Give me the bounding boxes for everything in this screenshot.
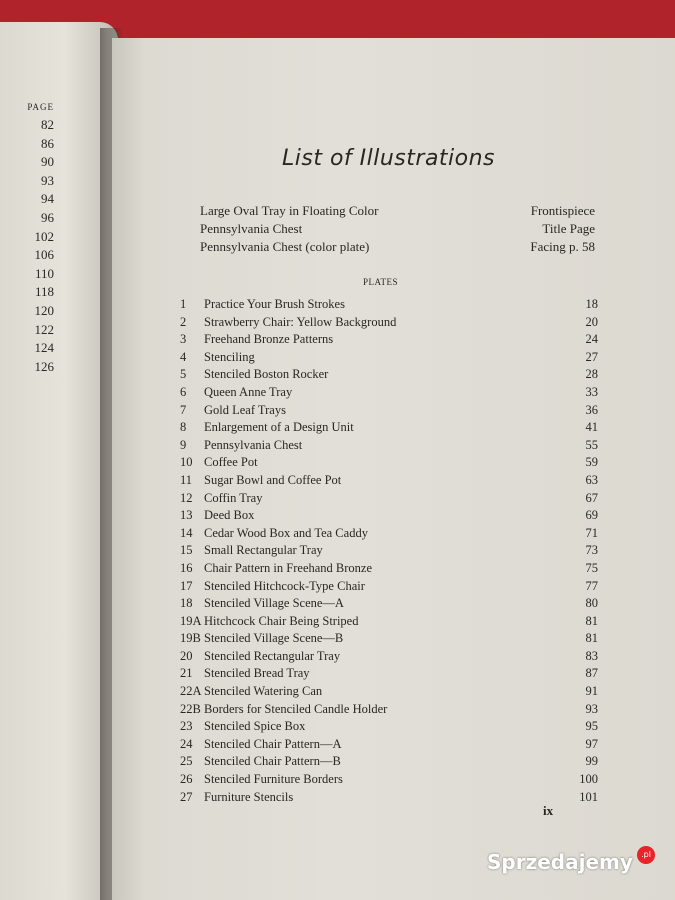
plate-row bbox=[180, 736, 598, 754]
plate-page: 100 bbox=[579, 772, 598, 787]
plate-number: 4 bbox=[180, 349, 187, 364]
plate-row bbox=[180, 683, 598, 701]
plate-page: 24 bbox=[585, 332, 598, 347]
plate-number: 11 bbox=[180, 472, 193, 487]
plate-page: 87 bbox=[585, 666, 598, 681]
plate-page: 99 bbox=[585, 754, 598, 769]
plate-number: 12 bbox=[180, 490, 193, 505]
page-title: List of Illustrations bbox=[282, 146, 496, 171]
frontmatter-page: Facing p. 58 bbox=[530, 239, 595, 254]
page-number: 94 bbox=[41, 191, 54, 207]
plate-page: 28 bbox=[585, 367, 598, 382]
plate-page: 81 bbox=[585, 613, 598, 628]
frontmatter-list bbox=[200, 202, 595, 256]
plate-number: 5 bbox=[180, 367, 187, 382]
plate-title: Borders for Stenciled Candle Holder bbox=[204, 701, 388, 716]
plate-page: 83 bbox=[585, 648, 598, 663]
plate-title: Stenciled Bread Tray bbox=[204, 666, 310, 681]
plate-title: Stenciled Chair Pattern—B bbox=[204, 754, 341, 769]
plate-number: 23 bbox=[180, 719, 193, 734]
page-number: 93 bbox=[41, 172, 54, 188]
frontmatter-page: Title Page bbox=[542, 221, 595, 236]
plate-row bbox=[180, 472, 598, 490]
frontmatter-title: Large Oval Tray in Floating Color bbox=[200, 203, 379, 218]
plate-page: 20 bbox=[585, 314, 598, 329]
plate-title: Freehand Bronze Patterns bbox=[204, 332, 334, 347]
plate-row bbox=[180, 384, 598, 402]
plate-number: 25 bbox=[180, 754, 193, 769]
plate-page: 67 bbox=[585, 490, 598, 505]
plate-number: 19B bbox=[180, 631, 201, 646]
plate-row bbox=[180, 296, 598, 314]
frontmatter-title: Pennsylvania Chest (color plate) bbox=[200, 239, 370, 254]
roman-page-number: ix bbox=[543, 803, 554, 818]
plate-row bbox=[180, 578, 598, 596]
plate-row bbox=[180, 560, 598, 578]
page-number: 120 bbox=[34, 302, 54, 318]
page-number-column bbox=[8, 102, 54, 376]
plate-page: 63 bbox=[585, 472, 598, 487]
plate-row bbox=[180, 437, 598, 455]
plate-page: 36 bbox=[585, 402, 598, 417]
plate-number: 10 bbox=[180, 455, 193, 470]
plate-row bbox=[180, 630, 598, 648]
plate-number: 17 bbox=[180, 578, 193, 593]
plate-number: 15 bbox=[180, 543, 193, 558]
plate-number: 9 bbox=[180, 437, 187, 452]
page-number: 90 bbox=[41, 154, 54, 170]
plates-heading: PLATES bbox=[363, 277, 399, 287]
page-number: 86 bbox=[41, 135, 54, 151]
plate-row bbox=[180, 718, 598, 736]
plate-page: 73 bbox=[585, 543, 598, 558]
plate-page: 41 bbox=[585, 420, 598, 435]
plate-title: Sugar Bowl and Coffee Pot bbox=[204, 472, 342, 487]
plate-row bbox=[180, 314, 598, 332]
plate-title: Deed Box bbox=[204, 508, 255, 523]
plate-row bbox=[180, 665, 598, 683]
plate-page: 18 bbox=[585, 297, 598, 311]
plate-page: 81 bbox=[585, 631, 598, 646]
plate-row bbox=[180, 542, 598, 560]
plate-title: Stenciled Rectangular Tray bbox=[204, 648, 341, 663]
plate-page: 91 bbox=[585, 684, 598, 699]
plate-title: Small Rectangular Tray bbox=[204, 543, 323, 558]
page-number: 122 bbox=[34, 321, 54, 337]
plate-number: 7 bbox=[180, 402, 187, 417]
page-number: 126 bbox=[34, 358, 54, 374]
plate-title: Hitchcock Chair Being Striped bbox=[204, 613, 359, 628]
plate-page: 55 bbox=[585, 437, 598, 452]
plate-title: Coffin Tray bbox=[204, 490, 263, 505]
plate-row bbox=[180, 331, 598, 349]
plate-row bbox=[180, 490, 598, 508]
plate-title: Stenciling bbox=[204, 349, 255, 364]
plate-row bbox=[180, 595, 598, 613]
plate-number: 26 bbox=[180, 772, 193, 787]
plate-title: Cedar Wood Box and Tea Caddy bbox=[204, 525, 368, 540]
plate-page: 77 bbox=[585, 578, 598, 593]
frontmatter-row bbox=[200, 238, 595, 256]
plate-title: Chair Pattern in Freehand Bronze bbox=[204, 560, 373, 575]
plate-row bbox=[180, 349, 598, 367]
page-number: 110 bbox=[34, 265, 54, 281]
plate-row bbox=[180, 454, 598, 472]
plate-title: Strawberry Chair: Yellow Background bbox=[204, 314, 397, 329]
plate-title: Stenciled Boston Rocker bbox=[204, 367, 329, 382]
plate-title: Enlargement of a Design Unit bbox=[204, 420, 354, 435]
plate-number: 16 bbox=[180, 560, 193, 575]
frontmatter-title: Pennsylvania Chest bbox=[200, 221, 303, 236]
frontmatter-row bbox=[200, 202, 595, 220]
plate-row bbox=[180, 771, 598, 789]
plate-number: 14 bbox=[180, 525, 193, 540]
plate-title: Stenciled Chair Pattern—A bbox=[204, 736, 342, 751]
plate-number: 22B bbox=[180, 701, 201, 716]
plate-number: 1 bbox=[180, 297, 187, 311]
plate-row bbox=[180, 648, 598, 666]
plate-row bbox=[180, 789, 598, 807]
plates-list bbox=[180, 296, 598, 806]
plate-page: 80 bbox=[585, 596, 598, 611]
plate-page: 93 bbox=[585, 701, 598, 716]
plate-number: 24 bbox=[180, 736, 193, 751]
plate-row bbox=[180, 613, 598, 631]
plate-page: 71 bbox=[585, 525, 598, 540]
plate-title: Practice Your Brush Strokes bbox=[204, 297, 345, 311]
plate-title: Coffee Pot bbox=[204, 455, 258, 470]
page-column-header: PAGE bbox=[27, 102, 54, 112]
plate-number: 19A bbox=[180, 613, 202, 628]
plate-number: 13 bbox=[180, 508, 193, 523]
plate-number: 20 bbox=[180, 648, 193, 663]
plate-title: Furniture Stencils bbox=[204, 789, 294, 804]
plate-row bbox=[180, 419, 598, 437]
plate-title: Stenciled Spice Box bbox=[204, 719, 306, 734]
plate-page: 33 bbox=[585, 384, 598, 399]
watermark-logo: Sprzedajemy bbox=[487, 850, 633, 874]
plate-number: 18 bbox=[180, 596, 193, 611]
plate-title: Queen Anne Tray bbox=[204, 384, 293, 399]
plate-title: Stenciled Furniture Borders bbox=[204, 772, 343, 787]
plate-row bbox=[180, 525, 598, 543]
page-number: 96 bbox=[41, 209, 54, 225]
plate-row bbox=[180, 753, 598, 771]
plate-number: 6 bbox=[180, 384, 187, 399]
plate-page: 75 bbox=[585, 560, 598, 575]
page-number: 106 bbox=[34, 247, 54, 263]
plate-title: Stenciled Village Scene—B bbox=[204, 631, 344, 646]
plate-row bbox=[180, 366, 598, 384]
plate-page: 95 bbox=[585, 719, 598, 734]
plate-title: Gold Leaf Trays bbox=[204, 402, 286, 417]
plate-number: 27 bbox=[180, 789, 193, 804]
plate-row bbox=[180, 507, 598, 525]
page-number: 102 bbox=[34, 228, 54, 244]
page-number: 124 bbox=[34, 340, 54, 356]
plate-number: 2 bbox=[180, 314, 187, 329]
plate-number: 3 bbox=[180, 332, 187, 347]
plate-page: 27 bbox=[585, 349, 598, 364]
page-number: 118 bbox=[34, 284, 54, 300]
plate-page: 97 bbox=[585, 736, 598, 751]
plate-number: 21 bbox=[180, 666, 193, 681]
frontmatter-row bbox=[200, 220, 595, 238]
plate-number: 22A bbox=[180, 684, 202, 699]
plate-page: 59 bbox=[585, 455, 598, 470]
plate-title: Stenciled Hitchcock-Type Chair bbox=[204, 578, 365, 593]
plate-row bbox=[180, 701, 598, 719]
page-number: 82 bbox=[41, 117, 54, 132]
plate-row bbox=[180, 402, 598, 420]
plate-title: Pennsylvania Chest bbox=[204, 437, 303, 452]
plate-page: 101 bbox=[579, 789, 598, 804]
plate-page: 69 bbox=[585, 508, 598, 523]
plate-title: Stenciled Village Scene—A bbox=[204, 596, 344, 611]
plate-title: Stenciled Watering Can bbox=[204, 684, 323, 699]
plate-number: 8 bbox=[180, 420, 187, 435]
watermark-badge: .pl bbox=[637, 846, 655, 864]
frontmatter-page: Frontispiece bbox=[530, 203, 595, 218]
